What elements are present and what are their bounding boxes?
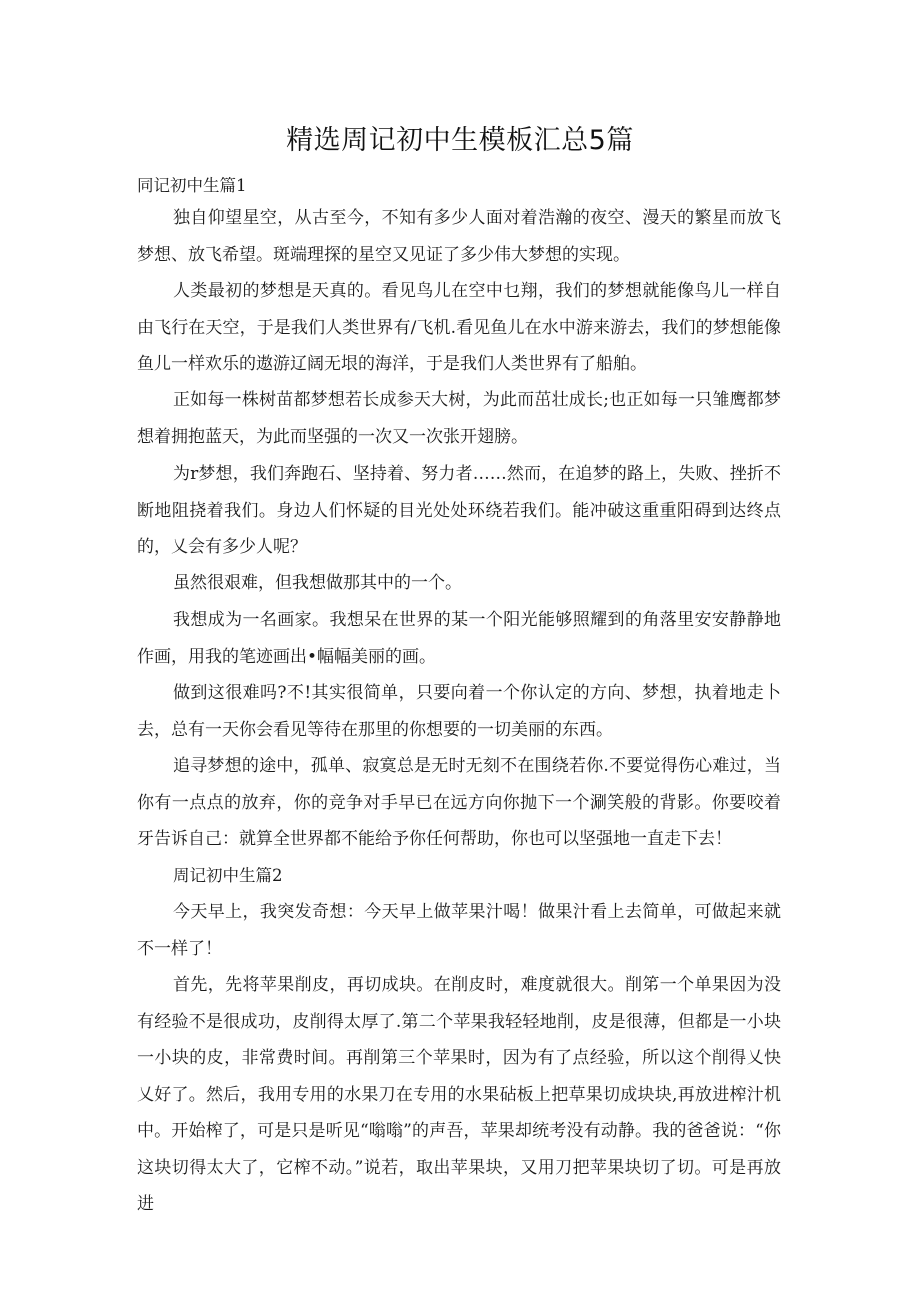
section-heading-1: 同记初中生篇1 [137, 176, 247, 195]
paragraph: 今天早上，我突发奇想：今天早上做苹果汁喝！做果汁看上去简单，可做起来就不一样了！ [137, 902, 781, 959]
paragraph: 首先，先将苹果削皮，再切成块。在削皮时，难度就很大。削笫一个单果因为没有经验不是很成功，皮削得太厚了.第二个苹果我轻轻地削，皮是很薄，但都是一小块一小块的皮，非常费时间。再削第三个苹果时，因为有了点经验，所以这个削得乂快乂好了。然后，我用专用的水果刀在专用的水果砧板上把草果切成块块,再放进榨汁机中。开始榨了，可是只是听见“嗡嗡”的声吾，苹果却统考没有动静。我的爸爸说：“你这块切得太大了，它榨不动。”说若，取出苹果块，又用刀把苹果块切了切。可是再放进 [137, 975, 781, 1214]
section-heading-2: 周记初中生篇2 [173, 866, 283, 885]
document-title: 精选周记初中生模板汇总5篇 [286, 125, 634, 156]
paragraph: 为r梦想，我们奔跑石、坚持着、努力者……然而，在追梦的路上，失败、挫折不断地阻挠着我们。身边人们怀疑的目光处处环绕若我们。能冲破这重重阳碍到达终点的，乂会有多少人呢？ [137, 464, 781, 557]
paragraph: 我想成为一名画家。我想呆在世界的某一个阳光能够照耀到的角落里安安静静地作画，用我的笔迹画出•幅幅美丽的画。 [137, 610, 781, 667]
paragraph: 独自仰望星空，从古至今，不知有多少人面对着浩瀚的夜空、漫天的繁星而放飞梦想、放飞希望。斑端理探的星空又见证了多少伟大梦想的实现。 [137, 208, 781, 265]
paragraph: 人类最初的梦想是天真的。看见鸟儿在空中乜翔，我们的梦想就能像鸟儿一样自由飞行在天空，于是我们人类世界有/飞机.看见鱼儿在水中游来游去，我们的梦想能像鱼儿一样欢乐的遨游辽阔无垠的海洋，于是我们人类世界有了船舶。 [137, 281, 781, 374]
paragraph: 做到这很难吗?不!其实很简单，只要向着一个你认定的方向、梦想，执着地走卜去，总有一天你会看见等待在那里的你想要的一切美丽的东西。 [137, 683, 781, 740]
paragraph: 虽然很艰难，但我想做那其中的一个。 [173, 573, 462, 593]
paragraph: 正如每一株树苗都梦想若长成参天大树，为此而茁壮成长;也正如每一只雏鹰都梦想着拥抱蓝天，为此而坚强的一次又一次张开翅膀。 [137, 390, 781, 447]
paragraph: 追寻梦想的途中，孤单、寂寞总是无时无刻不在围绕若你.不要觉得伤心难过，当你有一点点的放弃，你的竞争对手早已在远方向你抛下一个涮笑般的背影。你要咬着牙告诉自己：就算全世界都不能给予你任何帮助，你也可以坚强地一直走下去！ [137, 756, 781, 849]
